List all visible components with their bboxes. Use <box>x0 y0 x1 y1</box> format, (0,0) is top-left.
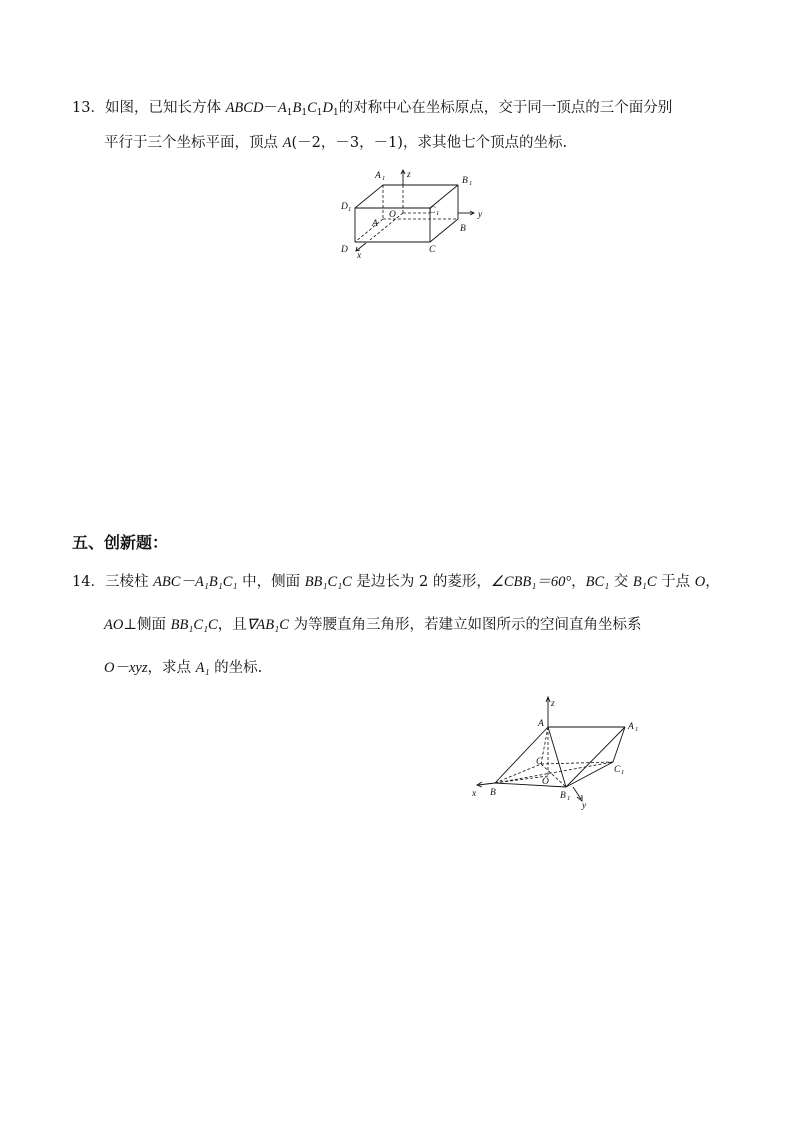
q14-math: BC₁ <box>585 574 610 590</box>
q13-number: 13． <box>72 100 105 116</box>
q13-sub: 1 <box>301 108 308 118</box>
label-z: z <box>551 699 555 709</box>
q13-sub: 1 <box>286 108 293 118</box>
label-sub: 1 <box>621 769 625 776</box>
label-sub: 1 <box>567 795 571 802</box>
q14-text: ， <box>571 574 586 590</box>
label-sub: 1 <box>469 180 473 187</box>
q14-math: BB₁C₁C <box>170 617 218 633</box>
label-B: B <box>490 788 496 798</box>
q13-sub: 1 <box>316 108 323 118</box>
label-A1: A <box>375 171 381 181</box>
q14-text: 是边长为 <box>351 574 420 590</box>
q14-line3 <box>104 658 262 678</box>
q14-text: ，求点 <box>147 660 196 676</box>
label-D1: D <box>341 202 348 212</box>
label-C: C <box>536 757 543 767</box>
section-heading: 五、创新题： <box>72 533 169 552</box>
q13-math: B <box>292 100 302 116</box>
q14-text: 于点 <box>656 574 695 590</box>
figure-cuboid <box>330 160 490 260</box>
label-C1: C <box>614 765 621 775</box>
q13-math: ABCD <box>225 100 264 116</box>
q14-math: ABC－A₁B₁C₁ <box>153 574 238 590</box>
q14-number-value: 2 <box>419 574 429 590</box>
label-B1: B <box>462 176 468 186</box>
q14-math: A₁ <box>195 660 210 676</box>
label-z: z <box>407 170 411 180</box>
q14-text: ⊥侧面 <box>123 617 171 633</box>
q14-math: O－xyz <box>104 660 148 676</box>
q14-line1 <box>72 572 720 592</box>
label-y: y <box>582 801 587 810</box>
label-O: O <box>542 777 549 787</box>
label-sub: 1 <box>348 206 352 213</box>
label-A: A <box>538 719 544 729</box>
q13-text: 平行于三个坐标平面，顶点 <box>104 135 283 151</box>
q13-text: ，求其他七个顶点的坐标. <box>402 135 568 151</box>
label-sub: 1 <box>382 175 386 182</box>
label-B1: B <box>560 791 566 801</box>
label-sub: 1 <box>436 210 440 217</box>
label-C: C <box>429 245 436 255</box>
label-sub: 1 <box>635 726 639 733</box>
q13-sub: 1 <box>333 108 339 118</box>
q14-text: 的坐标. <box>209 660 263 676</box>
q14-text: ，且 <box>217 617 247 633</box>
label-x: x <box>472 789 477 799</box>
label-A1: A <box>628 722 634 732</box>
q14-text: 的菱形， <box>428 574 491 590</box>
q14-math: AO <box>104 617 124 633</box>
q13-math: D <box>322 100 333 116</box>
q14-text: 三棱柱 <box>104 574 154 590</box>
label-x: x <box>357 251 362 260</box>
q14-math: B₁C <box>632 574 657 590</box>
q13-line1 <box>72 98 672 123</box>
label-B: B <box>460 224 466 234</box>
q13-math: A <box>277 100 287 116</box>
label-O: O <box>389 210 396 220</box>
label-y: y <box>478 210 483 220</box>
q14-text: 中，侧面 <box>237 574 305 590</box>
q14-math: BB₁C₁C <box>304 574 352 590</box>
q14-text: ， <box>705 574 720 590</box>
q14-angle: ∠CBB₁＝60° <box>490 574 572 590</box>
figure-prism <box>465 690 655 810</box>
label-C1: C <box>429 206 436 216</box>
q13-math: C <box>307 100 317 116</box>
q13-text: 如图，已知长方体 <box>104 100 226 116</box>
q14-line2 <box>104 615 641 635</box>
q13-coords: (－2，－3，－1) <box>291 135 403 151</box>
q13-point: A <box>282 135 292 151</box>
q14-text: 为等腰直角三角形，若建立如图所示的空间直角坐标系 <box>288 617 642 633</box>
q13-line2 <box>104 133 567 153</box>
label-A: A <box>372 219 378 229</box>
q14-math: O <box>694 574 706 590</box>
q13-text: 的对称中心在坐标原点，交于同一顶点的三个面分别 <box>338 100 673 116</box>
q13-dash: － <box>263 100 278 116</box>
q14-triangle: ∇AB₁C <box>246 617 289 633</box>
label-D: D <box>341 245 348 255</box>
q14-text: 交 <box>609 574 633 590</box>
q14-number: 14． <box>72 574 105 590</box>
